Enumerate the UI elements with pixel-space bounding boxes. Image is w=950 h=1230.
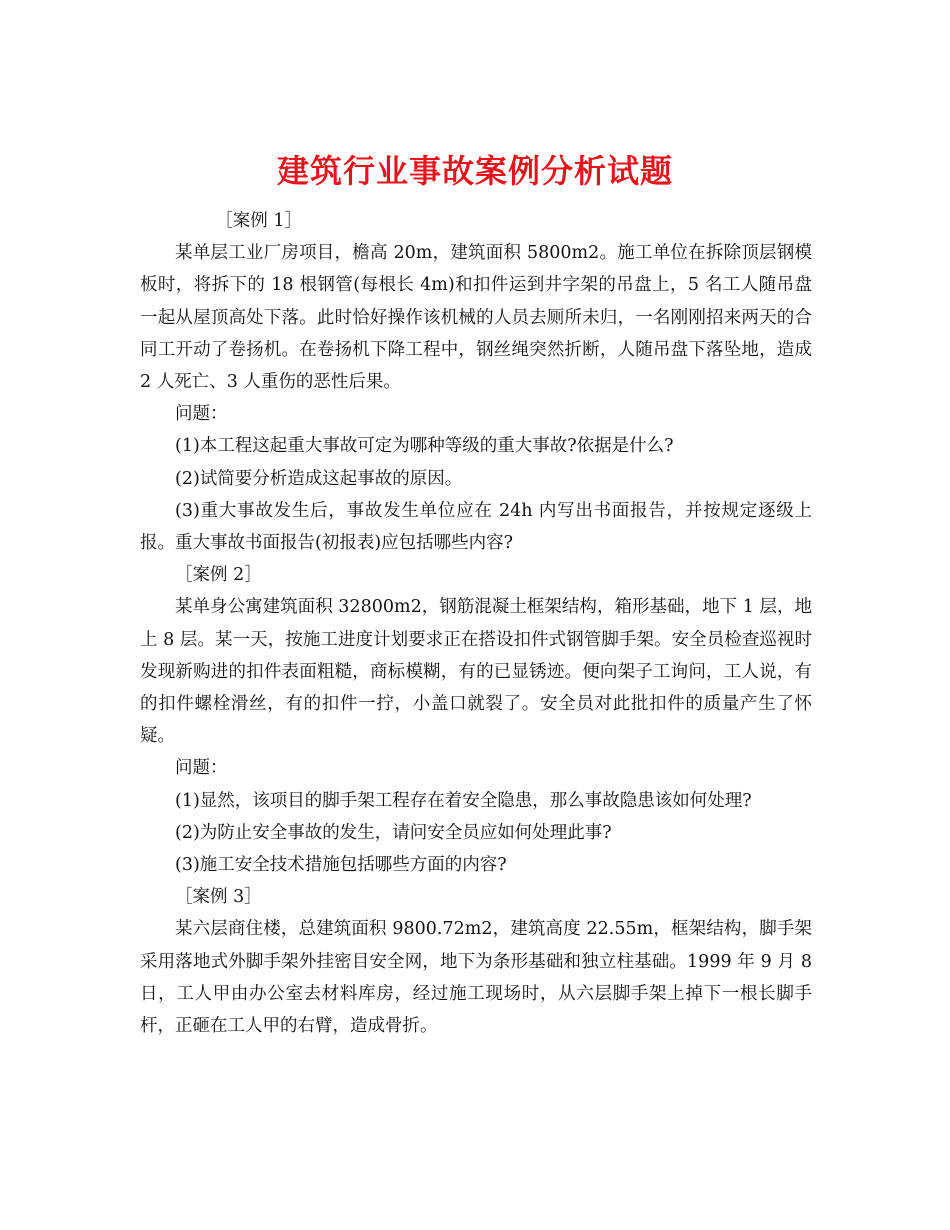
case-1-question-3: (3)重大事故发生后，事故发生单位应在 24h 内写出书面报告，并按规定逐级上报。重大事故书面报告(初报表)应包括哪些内容? xyxy=(140,500,812,554)
case-1-question-1: (1)本工程这起重大事故可定为哪种等级的重大事故?依据是什么? xyxy=(175,436,674,457)
case-1-heading: ［案例 1］ xyxy=(215,211,302,231)
case-2-questions-label: 问题： xyxy=(175,758,228,779)
case-2-description: 某单身公寓建筑面积 32800m2，钢筋混凝土框架结构，箱形基础，地下 1 层，地上 8 层。某一天，按施工进度计划要求正在搭设扣件式钢管脚手架。安全员检查巡视时发现新购进的扣件表面粗糙，商标模糊，有的已显锈迹。便向架子工询问，工人说，有的扣件螺栓滑丝，有的扣件一拧，小盖口就裂了。安全员对此批扣件的质量产生了怀疑。 xyxy=(140,597,812,747)
case-2-question-3: (3)施工安全技术措施包括哪些方面的内容? xyxy=(175,855,507,876)
case-3-description: 某六层商住楼，总建筑面积 9800.72m2，建筑高度 22.55m，框架结构，脚手架采用落地式外脚手架外挂密目安全网，地下为条形基础和独立柱基础。1999 年 9 月 8 日，工人甲由办公室去材料库房，经过施工现场时，从六层脚手架上掉下一根长脚手杆，正砸在工人甲的右臂，造成骨折。 xyxy=(140,919,812,1037)
case-1-question-2: (2)试简要分析造成这起事故的原因。 xyxy=(175,468,463,489)
case-3-heading: ［案例 3］ xyxy=(175,887,262,908)
document-body xyxy=(140,205,812,1042)
case-2-question-2: (2)为防止安全事故的发生，请问安全员应如何处理此事? xyxy=(175,822,612,843)
document-title: 建筑行业事故案例分析试题 xyxy=(276,152,673,191)
case-1-description: 某单层工业厂房项目，檐高 20m，建筑面积 5800m2。施工单位在拆除顶层钢模板时，将拆下的 18 根钢管(每根长 4m)和扣件运到井字架的吊盘上，5 名工人随吊盘一起从屋顶高处下落。此时恰好操作该机械的人员去厕所未归，一名刚刚招来两天的合同工开动了卷扬机。在卷扬机下降工程中，钢丝绳突然折断，人随吊盘下落坠地，造成 2 人死亡、3 人重伤的恶性后果。 xyxy=(140,243,812,393)
case-1-questions-label: 问题： xyxy=(175,404,228,425)
case-2-heading: ［案例 2］ xyxy=(175,565,262,586)
case-2-question-1: (1)显然，该项目的脚手架工程存在着安全隐患，那么事故隐患该如何处理? xyxy=(175,790,752,811)
